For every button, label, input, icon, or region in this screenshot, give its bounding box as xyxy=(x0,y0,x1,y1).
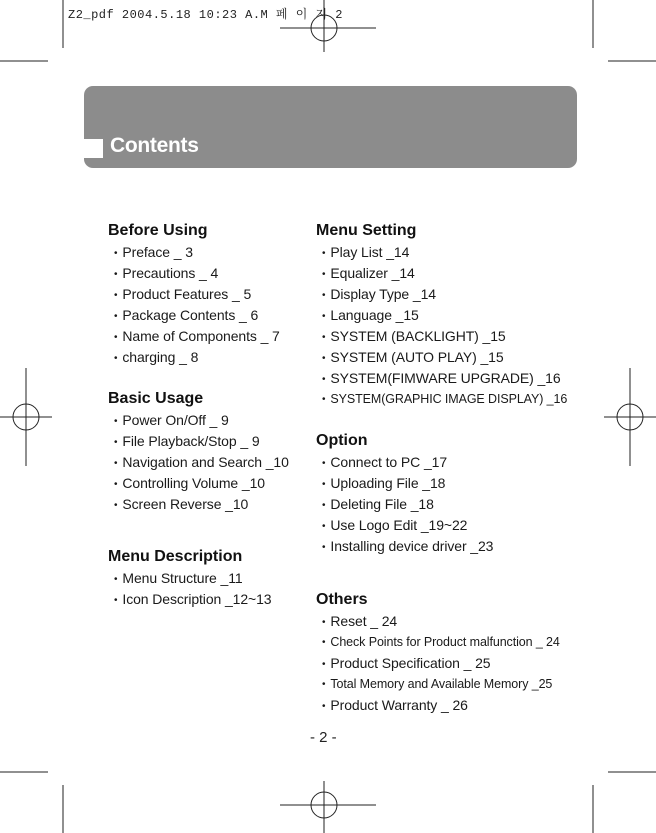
section-title: Menu Description xyxy=(108,548,243,565)
section-title: Menu Setting xyxy=(316,222,417,239)
section-title: Others xyxy=(316,591,368,608)
title-square-icon xyxy=(84,139,103,158)
toc-section-menu-setting xyxy=(316,220,567,410)
toc-item: • Uploading File _18 xyxy=(316,473,567,494)
toc-item: • Controlling Volume _10 xyxy=(108,473,289,494)
toc-section-option xyxy=(316,430,567,557)
toc-item: • Product Specification _ 25 xyxy=(316,653,567,674)
toc-item: • Precautions _ 4 xyxy=(108,263,289,284)
section-title: Before Using xyxy=(108,222,208,239)
toc-item: • Navigation and Search _10 xyxy=(108,452,289,473)
toc-item: • Connect to PC _17 xyxy=(316,452,567,473)
section-title: Option xyxy=(316,432,368,449)
toc-item: • SYSTEM(FIMWARE UPGRADE) _16 xyxy=(316,368,567,389)
toc-item: • File Playback/Stop _ 9 xyxy=(108,431,289,452)
toc-list xyxy=(108,568,289,610)
toc-list xyxy=(108,242,289,368)
toc-section-before-using xyxy=(108,220,289,368)
toc-item: • charging _ 8 xyxy=(108,347,289,368)
toc-item: • Check Points for Product malfunction _ 24 xyxy=(316,632,567,653)
toc-item: • Product Features _ 5 xyxy=(108,284,289,305)
toc-item: • Play List _14 xyxy=(316,242,567,263)
toc-item: • Name of Components _ 7 xyxy=(108,326,289,347)
toc-item: • Reset _ 24 xyxy=(316,611,567,632)
toc-item: • Screen Reverse _10 xyxy=(108,494,289,515)
section-title: Basic Usage xyxy=(108,390,204,407)
toc-item: • Preface _ 3 xyxy=(108,242,289,263)
toc-item: • Package Contents _ 6 xyxy=(108,305,289,326)
toc-item: • Display Type _14 xyxy=(316,284,567,305)
toc-item: • Product Warranty _ 26 xyxy=(316,695,567,716)
toc-item: • SYSTEM(GRAPHIC IMAGE DISPLAY) _16 xyxy=(316,389,567,410)
toc-list xyxy=(316,452,567,557)
toc-right-column xyxy=(316,220,567,716)
toc-item: • Equalizer _14 xyxy=(316,263,567,284)
toc-item: • Power On/Off _ 9 xyxy=(108,410,289,431)
toc-item: • Language _15 xyxy=(316,305,567,326)
toc-section-menu-description xyxy=(108,546,289,610)
toc-item: • Installing device driver _23 xyxy=(316,536,567,557)
toc-item: • Total Memory and Available Memory _25 xyxy=(316,674,567,695)
toc-item: • SYSTEM (BACKLIGHT) _15 xyxy=(316,326,567,347)
toc-list xyxy=(316,242,567,410)
toc-left-column xyxy=(108,220,289,610)
print-header: Z2_pdf 2004.5.18 10:23 A.M 페 이 지 2 xyxy=(68,8,344,22)
page-title: Contents xyxy=(110,134,199,157)
toc-item: • Use Logo Edit _19~22 xyxy=(316,515,567,536)
toc-item: • SYSTEM (AUTO PLAY) _15 xyxy=(316,347,567,368)
toc-section-basic-usage xyxy=(108,388,289,515)
toc-item: • Menu Structure _11 xyxy=(108,568,289,589)
toc-item: • Deleting File _18 xyxy=(316,494,567,515)
page-number: - 2 - xyxy=(310,729,337,746)
toc-list xyxy=(108,410,289,515)
toc-item: • Icon Description _12~13 xyxy=(108,589,289,610)
toc-list xyxy=(316,611,567,716)
toc-section-others xyxy=(316,589,567,716)
